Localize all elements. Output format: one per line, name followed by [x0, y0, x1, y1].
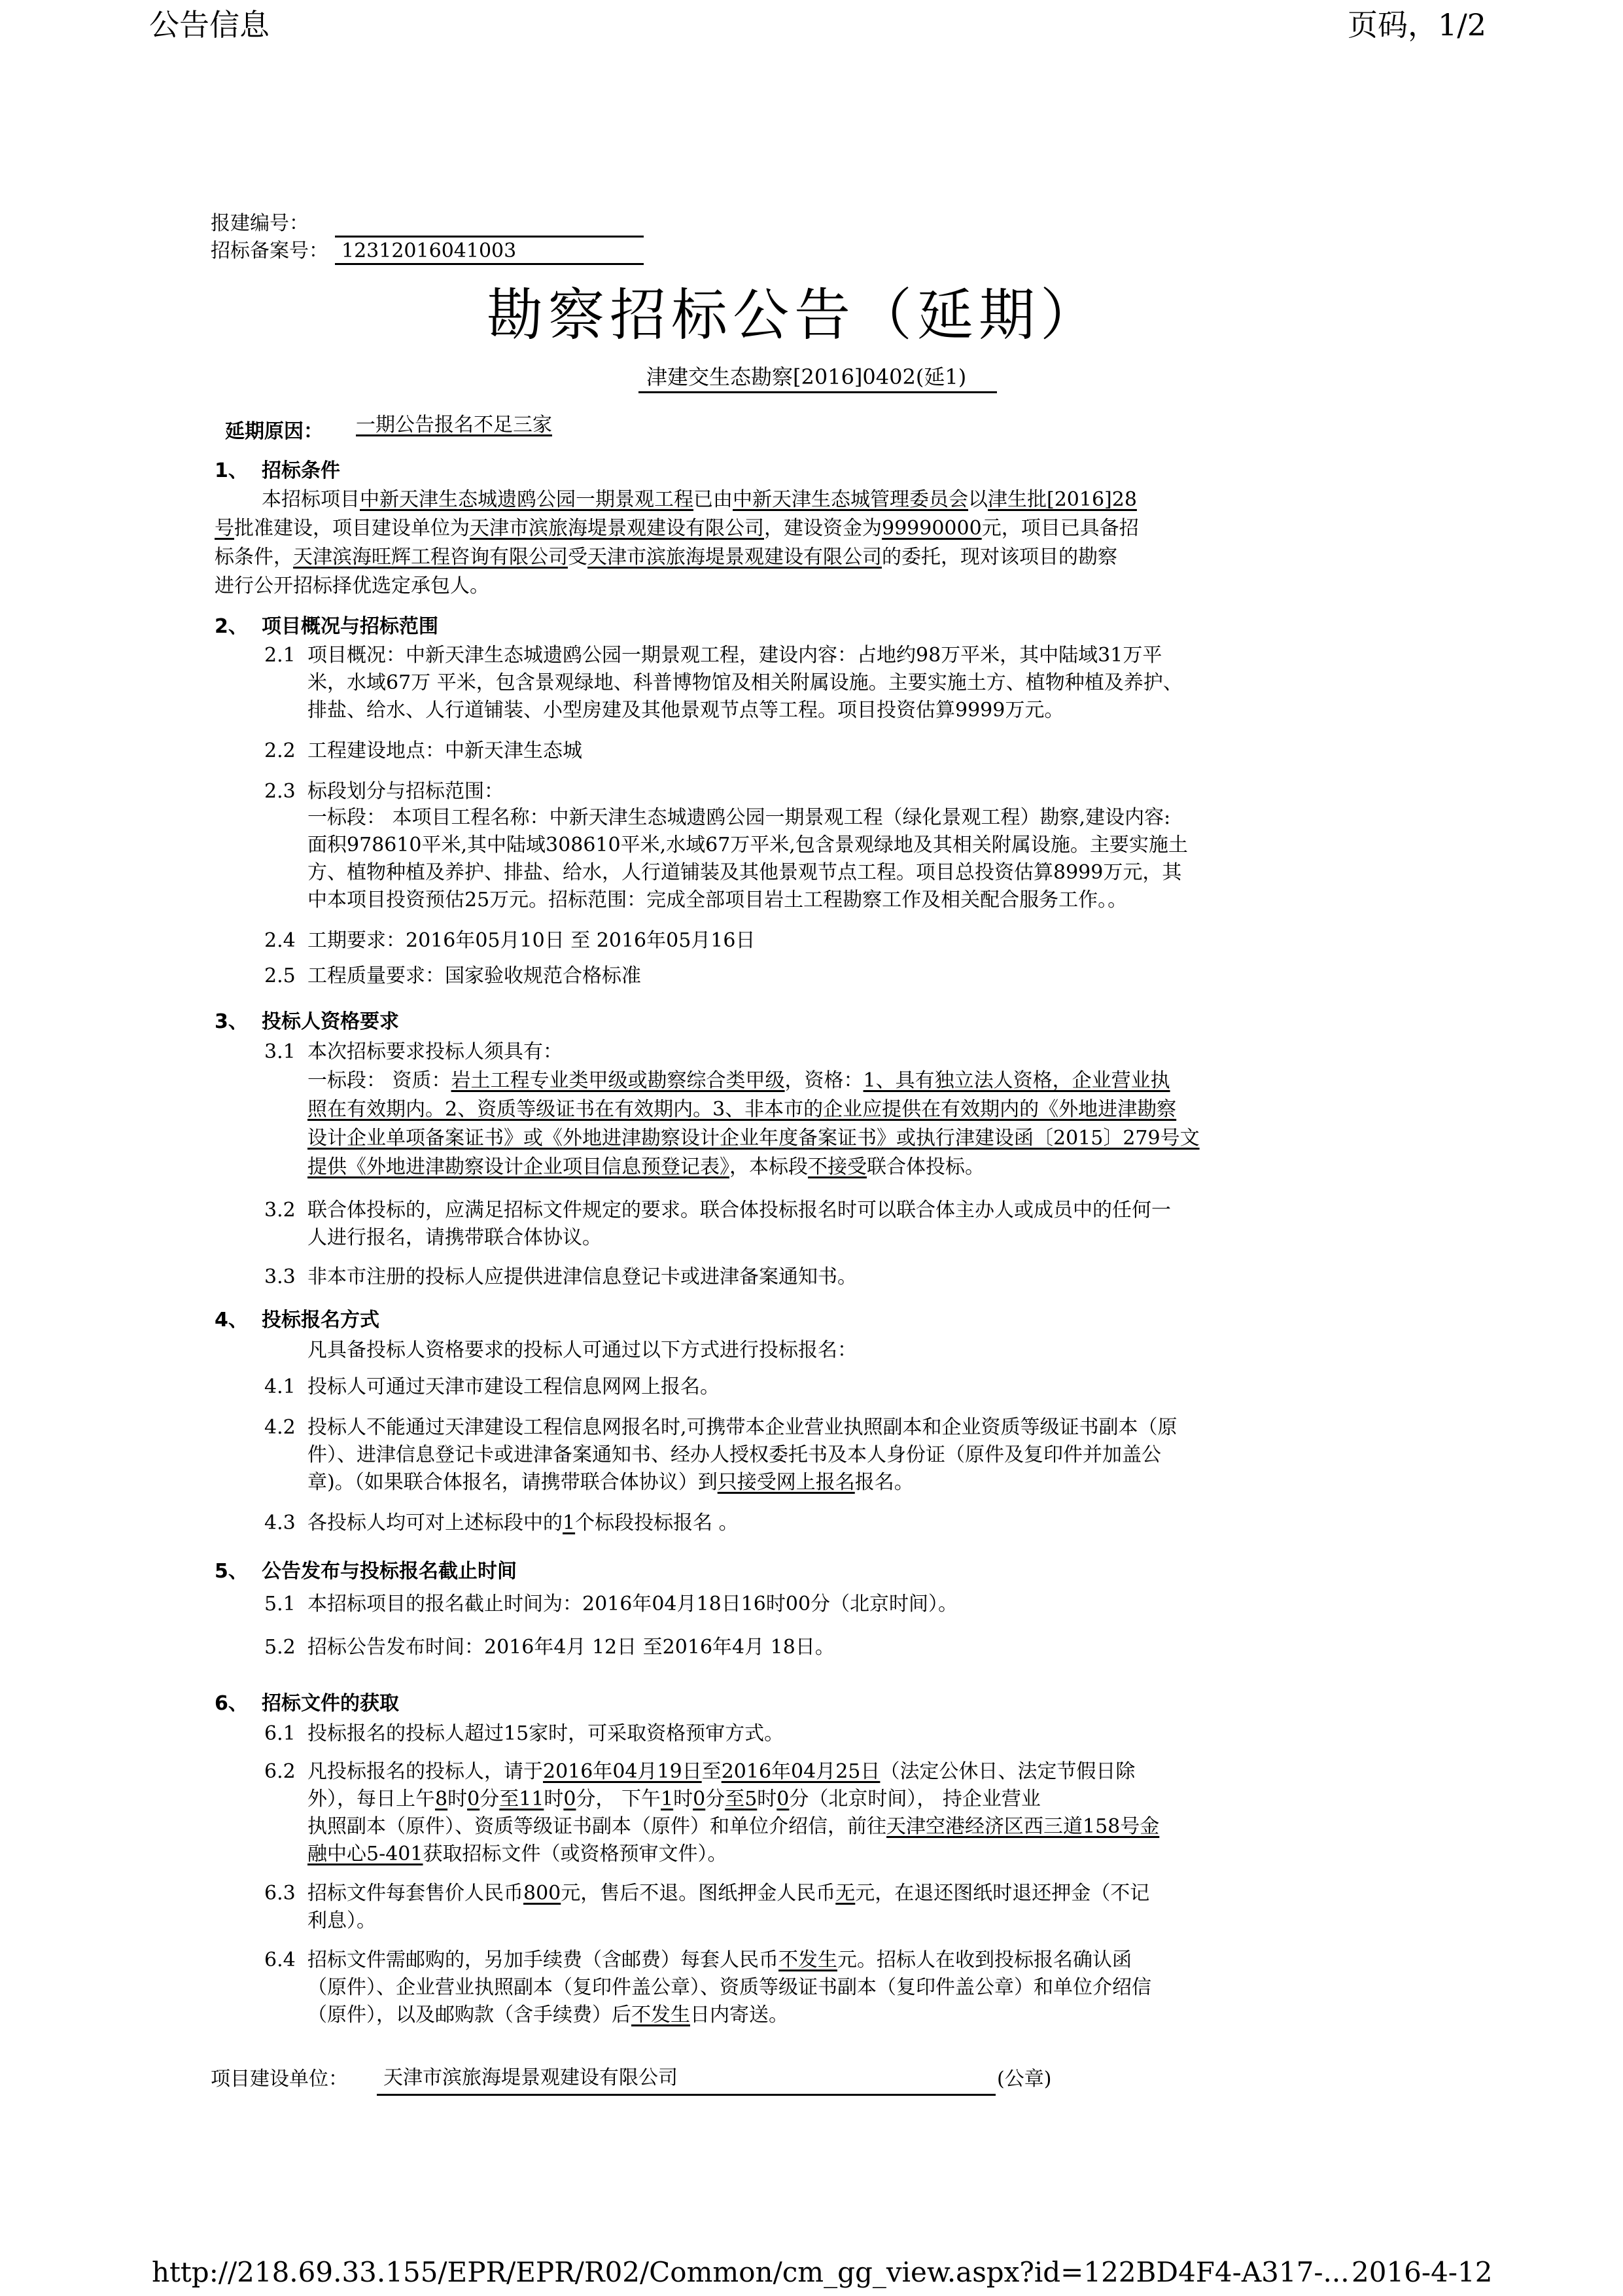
item-4-2-line-2: 件）、进津信息登记卡或进津备案通知书、经办人授权委托书及本人身份证（原件及复印件并加盖公 [307, 1443, 1161, 1466]
delay-value: 一期公告报名不足三家 [356, 414, 552, 436]
section-6-title: 招标文件的获取 [262, 1692, 399, 1715]
item-5-1: 本招标项目的报名截止时间为：2016年04月18日16时00分（北京时间）。 [307, 1593, 958, 1616]
item-4-2-line-1: 投标人不能通过天津建设工程信息网报名时,可携带本企业营业执照副本和企业资质等级证书副本（原 [307, 1416, 1178, 1439]
page-header-right: 页码，1/2 [1348, 7, 1487, 43]
item-2-1-line-1: 项目概况：中新天津生态城遗鸥公园一期景观工程，建设内容：占地约98万平米，其中陆域31万平 [307, 644, 1162, 667]
item-2-3: 标段划分与招标范围： [307, 780, 504, 803]
item-3-2-line-1: 联合体投标的，应满足招标文件规定的要求。联合体投标报名时可以联合体主办人或成员中的任何一 [307, 1199, 1171, 1222]
beian-value: 12312016041003 [341, 239, 517, 262]
item-3-2-line-2: 人进行报名，请携带联合体协议。 [307, 1226, 602, 1249]
s1-line-2: 号批准建设，项目建设单位为天津市滨旅海堤景观建设有限公司，建设资金为99990000元，项目已具备招 [215, 517, 1139, 540]
item-4-2-line-3: 章)。（如果联合体报名，请携带联合体协议）到只接受网上报名报名。 [307, 1471, 914, 1494]
item-6-3-num: 6.3 [264, 1882, 296, 1905]
item-3-1-line-4: 提供《外地进津勘察设计企业项目信息预登记表》，本标段不接受联合体投标。 [307, 1156, 985, 1178]
item-3-1-line-3: 设计企业单项备案证书》或《外地进津勘察设计企业年度备案证书》或执行津建设函〔2015〕279号文 [307, 1127, 1200, 1150]
item-6-2-line-4: 融中心5-401获取招标文件（或资格预审文件）。 [307, 1843, 727, 1865]
section-2-title: 项目概况与招标范围 [262, 615, 438, 638]
item-5-1-num: 5.1 [264, 1593, 296, 1616]
section-1-title: 招标条件 [262, 459, 340, 482]
item-3-1-num: 3.1 [264, 1040, 296, 1063]
item-2-3-line-2: 面积978610平米,其中陆域308610平米,水域67万平米,包含景观绿地及其相关附属设施。主要实施土 [307, 834, 1188, 857]
s4-intro: 凡具备投标人资格要求的投标人可通过以下方式进行投标报名： [307, 1339, 857, 1362]
item-2-5-num: 2.5 [264, 964, 296, 987]
item-6-2-line-1: 凡投标报名的投标人，请于2016年04月19日至2016年04月25日（法定公休日、法定节假日除 [307, 1760, 1136, 1783]
item-6-3-line-2: 利息）。 [307, 1909, 376, 1932]
item-6-4-line-3: （原件），以及邮购款（含手续费）后不发生日内寄送。 [307, 2004, 788, 2026]
item-6-1: 投标报名的投标人超过15家时，可采取资格预审方式。 [307, 1722, 784, 1745]
sign-underline [377, 2094, 996, 2096]
section-1-num: 1、 [215, 459, 248, 482]
sign-value: 天津市滨旅海堤景观建设有限公司 [383, 2066, 678, 2089]
baojian-underline [335, 236, 644, 238]
sign-label: 项目建设单位： [211, 2068, 348, 2091]
item-6-1-num: 6.1 [264, 1722, 296, 1745]
doc-number-underline [638, 391, 997, 393]
item-6-4-num: 6.4 [264, 1949, 296, 1971]
item-3-2-num: 3.2 [264, 1199, 296, 1222]
s1-line-3: 标条件，天津滨海旺辉工程咨询有限公司受天津市滨旅海堤景观建设有限公司的委托，现对该项目的勘察 [215, 546, 1117, 569]
section-2-num: 2、 [215, 615, 248, 638]
footer-date: 2016-4-12 [1352, 2256, 1493, 2288]
item-2-1-line-3: 排盐、给水、人行道铺装、小型房建及其他景观节点等工程。项目投资估算9999万元。 [307, 699, 1064, 722]
item-5-2: 招标公告发布时间：2016年4月 12日 至2016年4月 18日。 [307, 1636, 835, 1659]
section-3-num: 3、 [215, 1010, 248, 1033]
doc-number: 津建交生态勘察[2016]0402(延1) [646, 364, 967, 389]
item-3-1: 本次招标要求投标人须具有： [307, 1040, 563, 1063]
item-2-3-num: 2.3 [264, 780, 296, 803]
item-5-2-num: 5.2 [264, 1636, 296, 1659]
item-4-1: 投标人可通过天津市建设工程信息网网上报名。 [307, 1375, 720, 1398]
section-5-num: 5、 [215, 1560, 248, 1583]
item-6-2-line-2: 外），每日上午8时0分至11时0分， 下午1时0分至5时0分（北京时间）， 持企业营业 [307, 1788, 1041, 1810]
item-6-4-line-2: （原件）、企业营业执照副本（复印件盖公章）、资质等级证书副本（复印件盖公章）和单位介绍信 [307, 1976, 1151, 1999]
item-3-3-num: 3.3 [264, 1265, 296, 1288]
item-2-1-num: 2.1 [264, 644, 296, 667]
item-3-3: 非本市注册的投标人应提供进津信息登记卡或进津备案通知书。 [307, 1265, 857, 1288]
section-3-title: 投标人资格要求 [262, 1010, 399, 1033]
item-2-3-line-1: 一标段： 本项目工程名称：中新天津生态城遗鸥公园一期景观工程（绿化景观工程）勘察,建设内容: [307, 806, 1171, 829]
item-2-2-num: 2.2 [264, 739, 296, 762]
item-4-1-num: 4.1 [264, 1375, 296, 1398]
item-2-2: 工程建设地点：中新天津生态城 [307, 739, 582, 762]
delay-label: 延期原因： [225, 420, 323, 443]
item-2-3-line-4: 中本项目投资预估25万元。招标范围：完成全部项目岩土工程勘察工作及相关配合服务工作。。 [307, 889, 1128, 911]
beian-underline [335, 263, 644, 265]
item-2-4: 工期要求：2016年05月10日 至 2016年05月16日 [307, 929, 756, 952]
footer-url: http://218.69.33.155/EPR/EPR/R02/Common/cm_gg_view.aspx?id=122BD4F4-A317-... [152, 2256, 1350, 2288]
s1-line-1: 本招标项目中新天津生态城遗鸥公园一期景观工程已由中新天津生态城管理委员会以津生批[2016]28 [262, 488, 1137, 511]
section-6-num: 6、 [215, 1692, 248, 1715]
item-3-1-line-1: 一标段： 资质：岩土工程专业类甲级或勘察综合类甲级，资格：1、具有独立法人资格，企业营业执 [307, 1069, 1170, 1092]
section-4-title: 投标报名方式 [262, 1309, 379, 1332]
section-4-num: 4、 [215, 1309, 248, 1332]
beian-label: 招标备案号： [211, 239, 328, 262]
item-2-1-line-2: 米，水域67万 平米，包含景观绿地、科普博物馆及相关附属设施。主要实施土方、植物种植及养护、 [307, 671, 1183, 694]
section-5-title: 公告发布与投标报名截止时间 [262, 1560, 517, 1583]
item-3-1-line-2: 照在有效期内。2、资质等级证书在有效期内。3、非本市的企业应提供在有效期内的《外地进津勘察 [307, 1098, 1177, 1121]
baojian-label: 报建编号： [211, 212, 309, 235]
page-header-left: 公告信息 [149, 7, 270, 43]
s1-line-4: 进行公开招标择优选定承包人。 [215, 574, 489, 597]
item-6-2-num: 6.2 [264, 1760, 296, 1783]
item-6-3-line-1: 招标文件每套售价人民币800元，售后不退。图纸押金人民币无元，在退还图纸时退还押金（不记 [307, 1882, 1150, 1905]
page-title: 勘察招标公告（延期） [487, 283, 1102, 348]
item-2-3-line-3: 方、植物种植及养护、排盐、给水，人行道铺装及其他景观节点工程。项目总投资估算8999万元，其 [307, 861, 1182, 884]
item-6-4-line-1: 招标文件需邮购的，另加手续费（含邮费）每套人民币不发生元。招标人在收到投标报名确认函 [307, 1949, 1132, 1971]
item-6-2-line-3: 执照副本（原件）、资质等级证书副本（原件）和单位介绍信，前往天津空港经济区西三道158号金 [307, 1815, 1160, 1838]
item-4-3: 各投标人均可对上述标段中的1个标段投标报名 。 [307, 1511, 739, 1534]
item-2-5: 工程质量要求：国家验收规范合格标准 [307, 964, 641, 987]
item-4-3-num: 4.3 [264, 1511, 296, 1534]
seal-text: (公章) [997, 2068, 1052, 2091]
item-2-4-num: 2.4 [264, 929, 296, 952]
item-4-2-num: 4.2 [264, 1416, 296, 1439]
